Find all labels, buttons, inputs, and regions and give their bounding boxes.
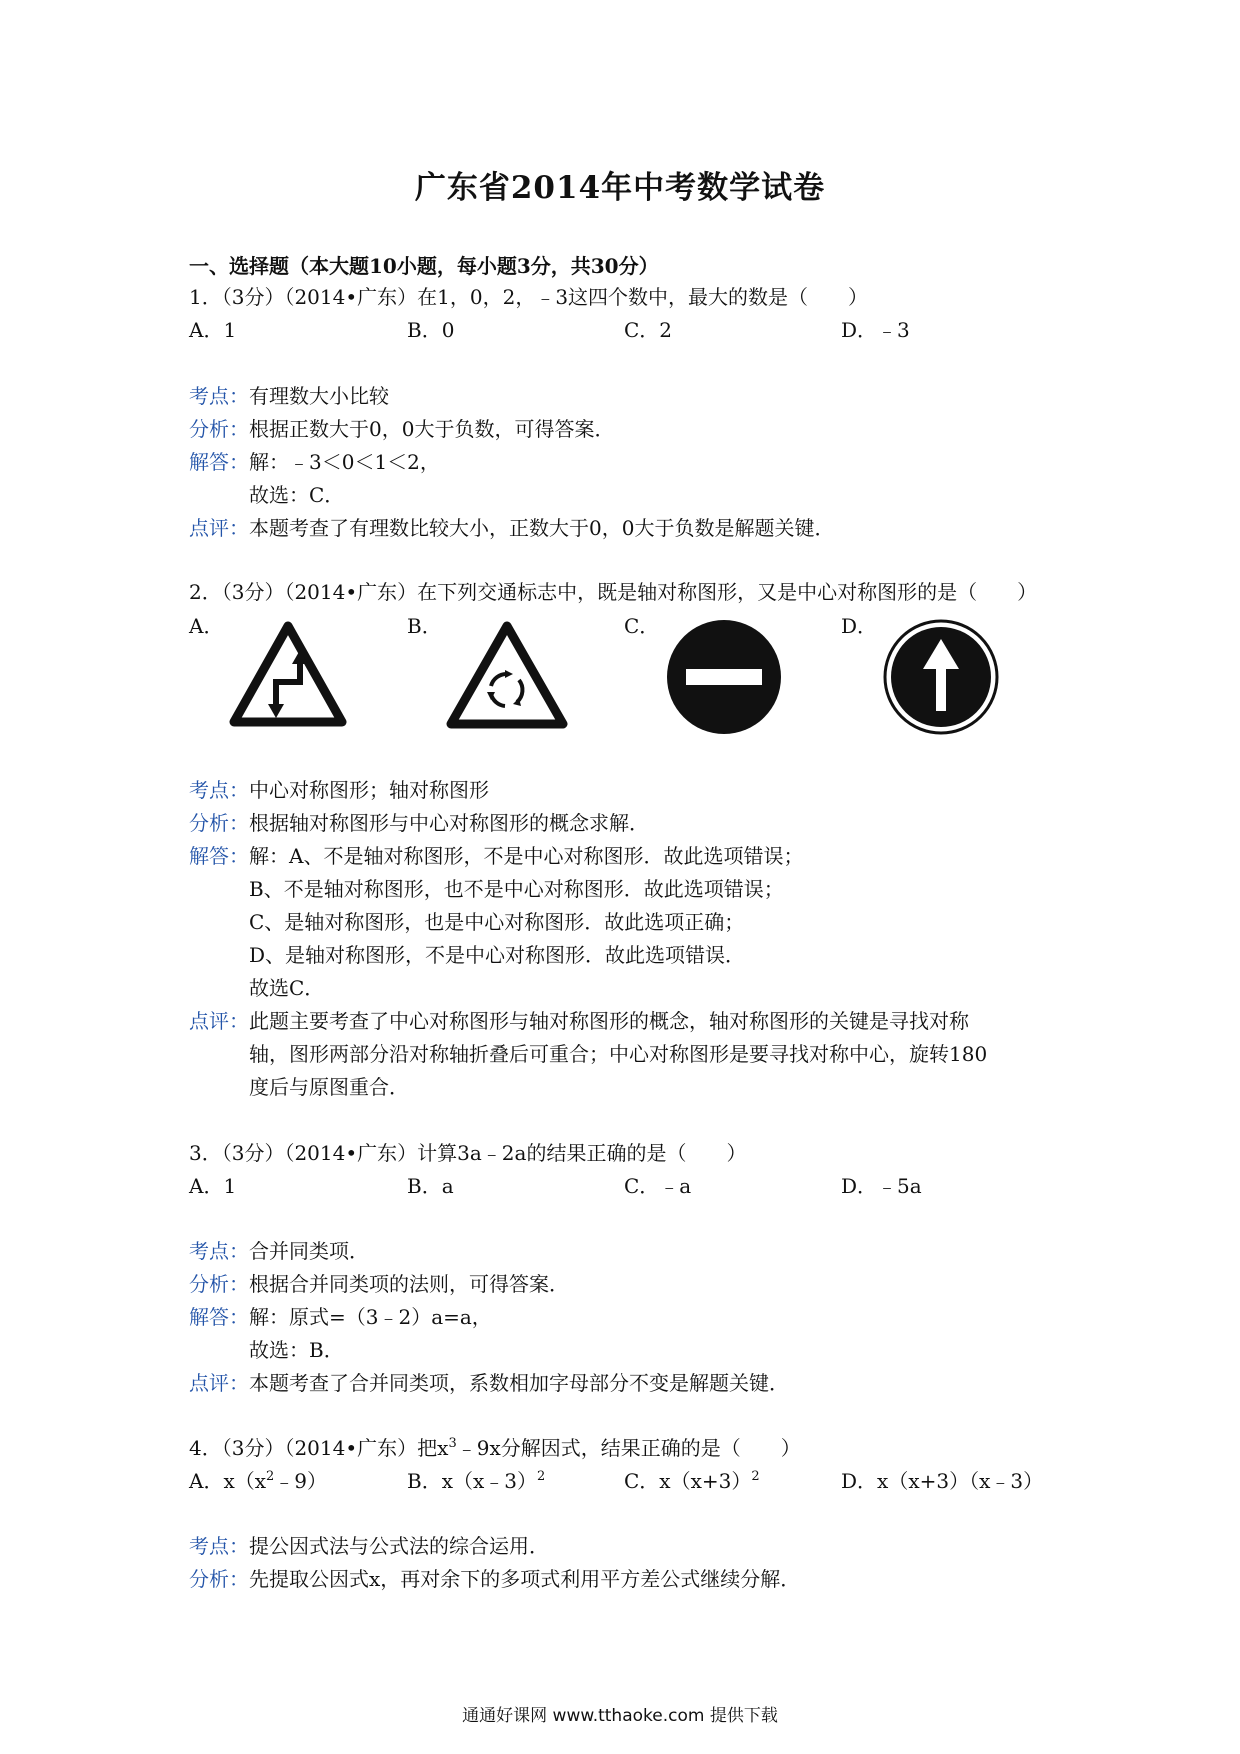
q4-stem: 4．（3分）（2014•广东）把$x^3﹣9x$分解因式，结果正确的是（ ） [189,1436,801,1460]
q3-option-d: D．﹣5a [841,1174,922,1198]
q1-kaodian: 考点：有理数大小比较 [189,384,389,408]
q3-option-a: A．1 [189,1174,237,1198]
q1-jieda-line: 故选：C． [249,483,345,507]
dianping-label: 点评： [189,1009,249,1033]
q3-fenxi: 分析：根据合并同类项的法则，可得答案． [189,1272,569,1296]
fenxi-label: 分析： [189,1272,249,1296]
q4-option-c: C．$x(x+3)^2$ [624,1469,760,1493]
q4-option-d: D．x（x+3）（x﹣3） [841,1469,1044,1493]
q2-option-a: A． [189,614,224,638]
kaodian-label: 考点： [189,384,249,408]
kaodian-label: 考点： [189,778,249,802]
q4-kaodian: 考点：提公因式法与公式法的综合运用． [189,1534,549,1558]
q1-option-d: D．﹣3 [841,318,910,342]
q3-stem: 3．（3分）（2014•广东）计算3a﹣2a的结果正确的是（ ） [189,1141,747,1165]
q2-dianping: 点评：此题主要考查了中心对称图形与轴对称图形的概念，轴对称图形的关键是寻找对称 [189,1009,969,1033]
q4-option-b: B．x（x﹣3）$^2$ [407,1469,546,1493]
q2-jieda-line: B、不是轴对称图形，也不是中心对称图形．故此选项错误； [249,877,784,901]
q1-jieda: 解答：解：﹣3＜0＜1＜2， [189,450,440,474]
q2-fenxi: 分析：根据轴对称图形与中心对称图形的概念求解． [189,811,649,835]
page-title: 广东省2014年中考数学试卷 [414,170,826,206]
q2-jieda-line: C、是轴对称图形，也是中心对称图形．故此选项正确； [249,910,745,934]
q4-option-a: A．$x(x^2﹣9)$ [189,1469,328,1493]
q2-dianping-line: 度后与原图重合． [249,1075,409,1099]
fenxi-label: 分析： [189,417,249,441]
q3-option-c: C．﹣a [624,1174,692,1198]
zigzag-warning-sign-icon [228,620,348,728]
q3-kaodian: 考点：合并同类项． [189,1239,369,1263]
q2-jieda-line: 故选C． [249,976,325,1000]
q3-option-b: B．a [407,1174,454,1198]
q2-kaodian: 考点：中心对称图形；轴对称图形 [189,778,489,802]
no-entry-sign-icon [666,619,782,735]
q3-jieda-line: 故选：B． [249,1338,344,1362]
q4-fenxi: 分析：先提取公因式x，再对余下的多项式利用平方差公式继续分解． [189,1567,801,1591]
fenxi-label: 分析： [189,1567,249,1591]
q1-dianping: 点评：本题考查了有理数比较大小，正数大于0，0大于负数是解题关键． [189,516,835,540]
q2-option-c: C． [624,614,660,638]
q1-option-c: C．2 [624,318,673,342]
dianping-label: 点评： [189,516,249,540]
jieda-label: 解答： [189,450,249,474]
section-heading: 一、选择题（本大题10小题，每小题3分，共30分） [189,254,659,278]
q3-dianping: 点评：本题考查了合并同类项，系数相加字母部分不变是解题关键． [189,1371,789,1395]
fenxi-label: 分析： [189,811,249,835]
jieda-label: 解答： [189,1305,249,1329]
roundabout-warning-sign-icon [445,620,569,730]
q2-option-b: B． [407,614,442,638]
q2-stem: 2．（3分）（2014•广东）在下列交通标志中，既是轴对称图形，又是中心对称图形的是（ ） [189,580,1038,604]
q1-fenxi: 分析：根据正数大于0，0大于负数，可得答案． [189,417,615,441]
q1-option-a: A．1 [189,318,237,342]
q1-stem: 1．（3分）（2014•广东）在1，0，2，﹣3这四个数中，最大的数是（ ） [189,285,869,309]
q2-option-d: D． [841,614,878,638]
jieda-label: 解答： [189,844,249,868]
dianping-label: 点评： [189,1371,249,1395]
kaodian-label: 考点： [189,1239,249,1263]
kaodian-label: 考点： [189,1534,249,1558]
q2-dianping-line: 轴，图形两部分沿对称轴折叠后可重合；中心对称图形是要寻找对称中心，旋转180 [249,1042,988,1066]
straight-ahead-sign-icon [883,619,999,735]
q2-jieda: 解答：解：A、不是轴对称图形，不是中心对称图形．故此选项错误； [189,844,804,868]
page-footer: 通通好课网 www.tthaoke.com 提供下载 [462,1706,778,1726]
q1-option-b: B．0 [407,318,455,342]
q2-jieda-line: D、是轴对称图形，不是中心对称图形．故此选项错误． [249,943,746,967]
q3-jieda: 解答：解：原式=（3﹣2）a=a， [189,1305,492,1329]
